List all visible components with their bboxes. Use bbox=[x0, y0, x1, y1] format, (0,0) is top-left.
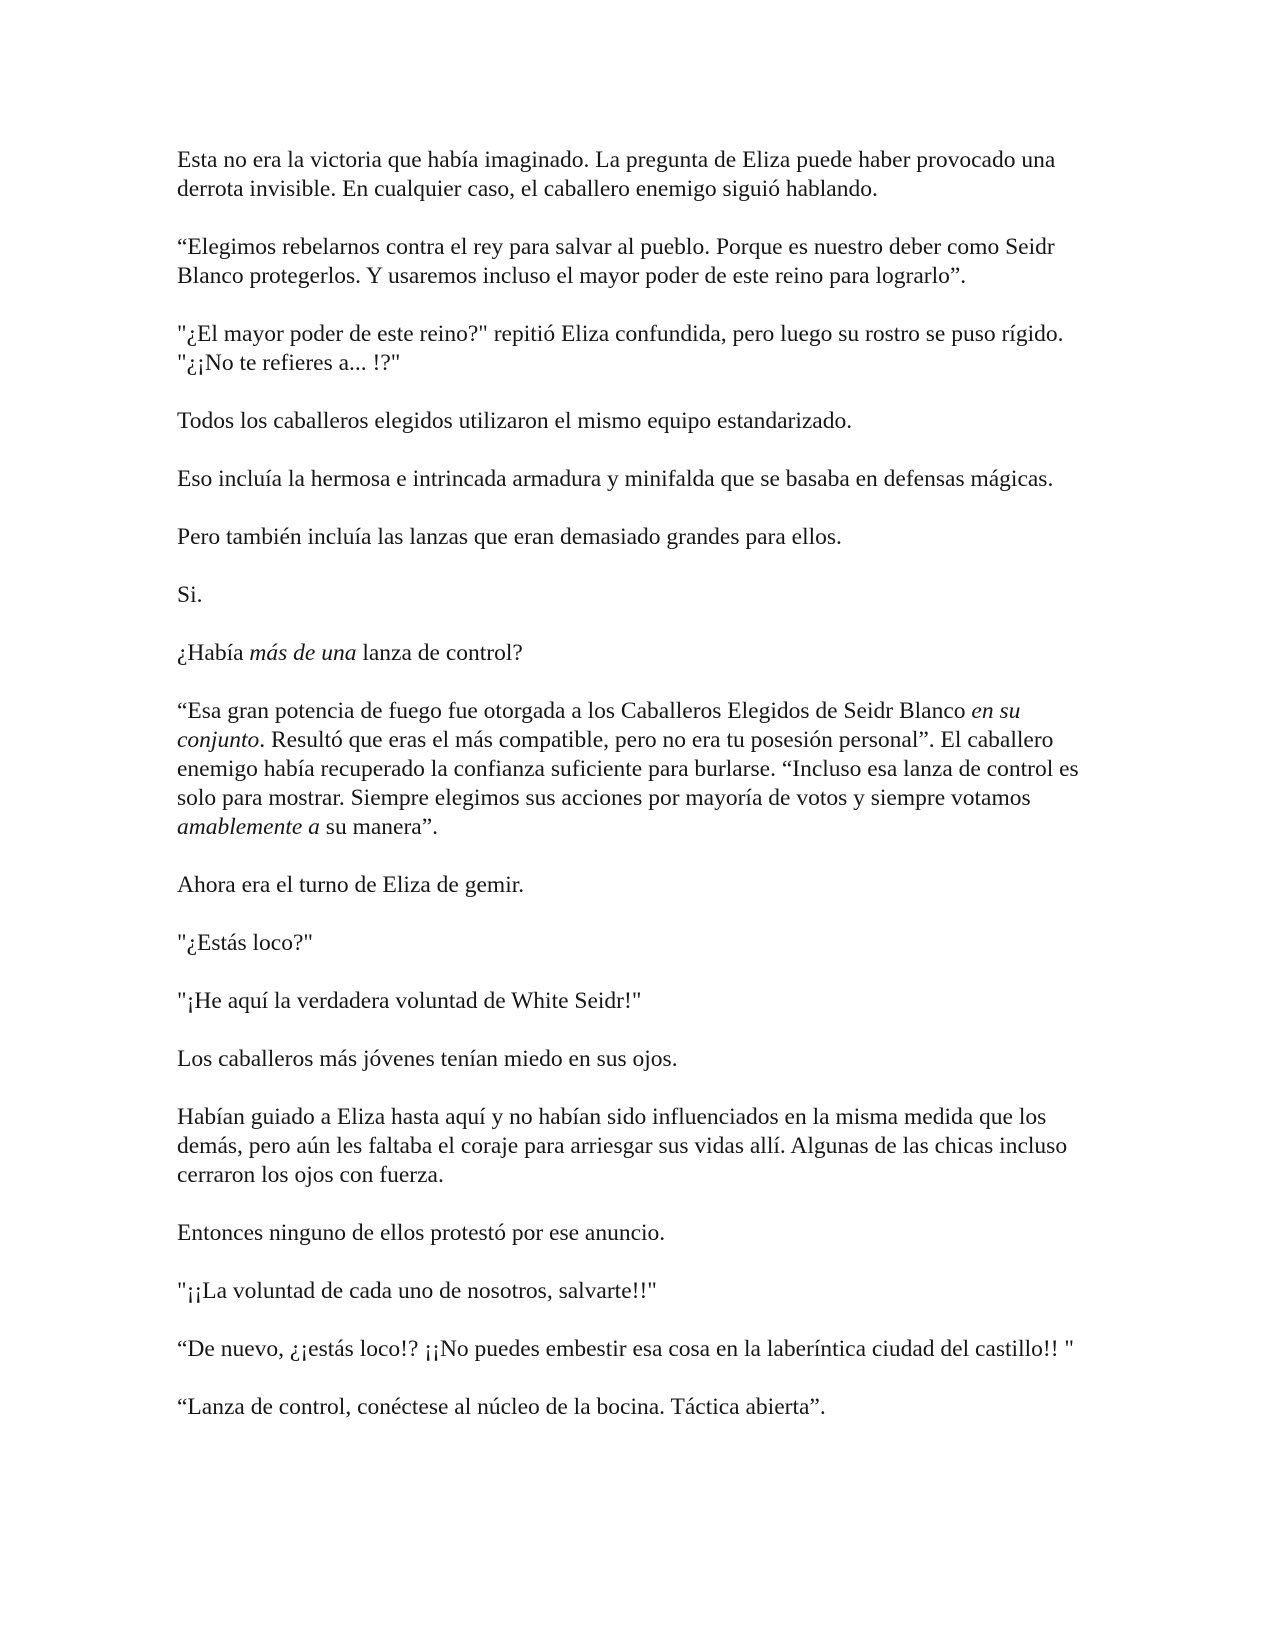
paragraph: “De nuevo, ¿¡estás loco!? ¡¡No puedes embestir esa cosa en la laberíntica ciudad del castillo!! " bbox=[177, 1336, 1074, 1362]
paragraph: Pero también incluía las lanzas que eran demasiado grandes para ellos. bbox=[177, 524, 842, 550]
italic-emphasis: más de una bbox=[249, 640, 357, 666]
italic-emphasis: amablemente a bbox=[177, 814, 320, 840]
paragraph: "¿Estás loco?" bbox=[177, 930, 313, 956]
paragraph: ¿Había más de una lanza de control? bbox=[177, 640, 523, 666]
paragraph: “Esa gran potencia de fuego fue otorgada a los Caballeros Elegidos de Seidr Blanco en su conjunto. Resultó que eras el más compatible, pero no era tu posesión personal”. El caballero enemigo había recuperado la confianza suficiente para burlarse. “Incluso esa lanza de control es solo para mostrar. Siempre elegimos sus acciones por mayoría de votos y siempre votamos amablemente a su manera”. bbox=[177, 698, 1079, 840]
paragraph: Todos los caballeros elegidos utilizaron el mismo equipo estandarizado. bbox=[177, 408, 853, 434]
paragraph: Entonces ninguno de ellos protestó por ese anuncio. bbox=[177, 1220, 666, 1246]
paragraph: Habían guiado a Eliza hasta aquí y no habían sido influenciados en la misma medida que los demás, pero aún les faltaba el coraje para arriesgar sus vidas allí. Algunas de las chicas incluso cerraron los ojos con fuerza. bbox=[177, 1104, 1068, 1188]
paragraph: “Elegimos rebelarnos contra el rey para salvar al pueblo. Porque es nuestro deber como Seidr Blanco protegerlos. Y usaremos incluso el mayor poder de este reino para lograrlo”. bbox=[177, 234, 1055, 289]
paragraph: Si. bbox=[177, 582, 203, 608]
paragraph: Ahora era el turno de Eliza de gemir. bbox=[177, 872, 525, 898]
paragraph: Los caballeros más jóvenes tenían miedo en sus ojos. bbox=[177, 1046, 678, 1072]
paragraph: "¡¡La voluntad de cada uno de nosotros, salvarte!!" bbox=[177, 1278, 657, 1304]
document-page bbox=[177, 146, 1097, 1451]
paragraph: “Lanza de control, conéctese al núcleo de la bocina. Táctica abierta”. bbox=[177, 1394, 826, 1420]
paragraph: "¡He aquí la verdadera voluntad de White Seidr!" bbox=[177, 988, 642, 1014]
paragraph: "¿El mayor poder de este reino?" repitió Eliza confundida, pero luego su rostro se puso rígido. "¿¡No te refieres a... !?" bbox=[177, 321, 1064, 376]
paragraph: Esta no era la victoria que había imaginado. La pregunta de Eliza puede haber provocado una derrota invisible. En cualquier caso, el caballero enemigo siguió hablando. bbox=[177, 147, 1056, 202]
paragraph: Eso incluía la hermosa e intrincada armadura y minifalda que se basaba en defensas mágicas. bbox=[177, 466, 1054, 492]
italic-emphasis: en su conjunto bbox=[177, 698, 1021, 753]
